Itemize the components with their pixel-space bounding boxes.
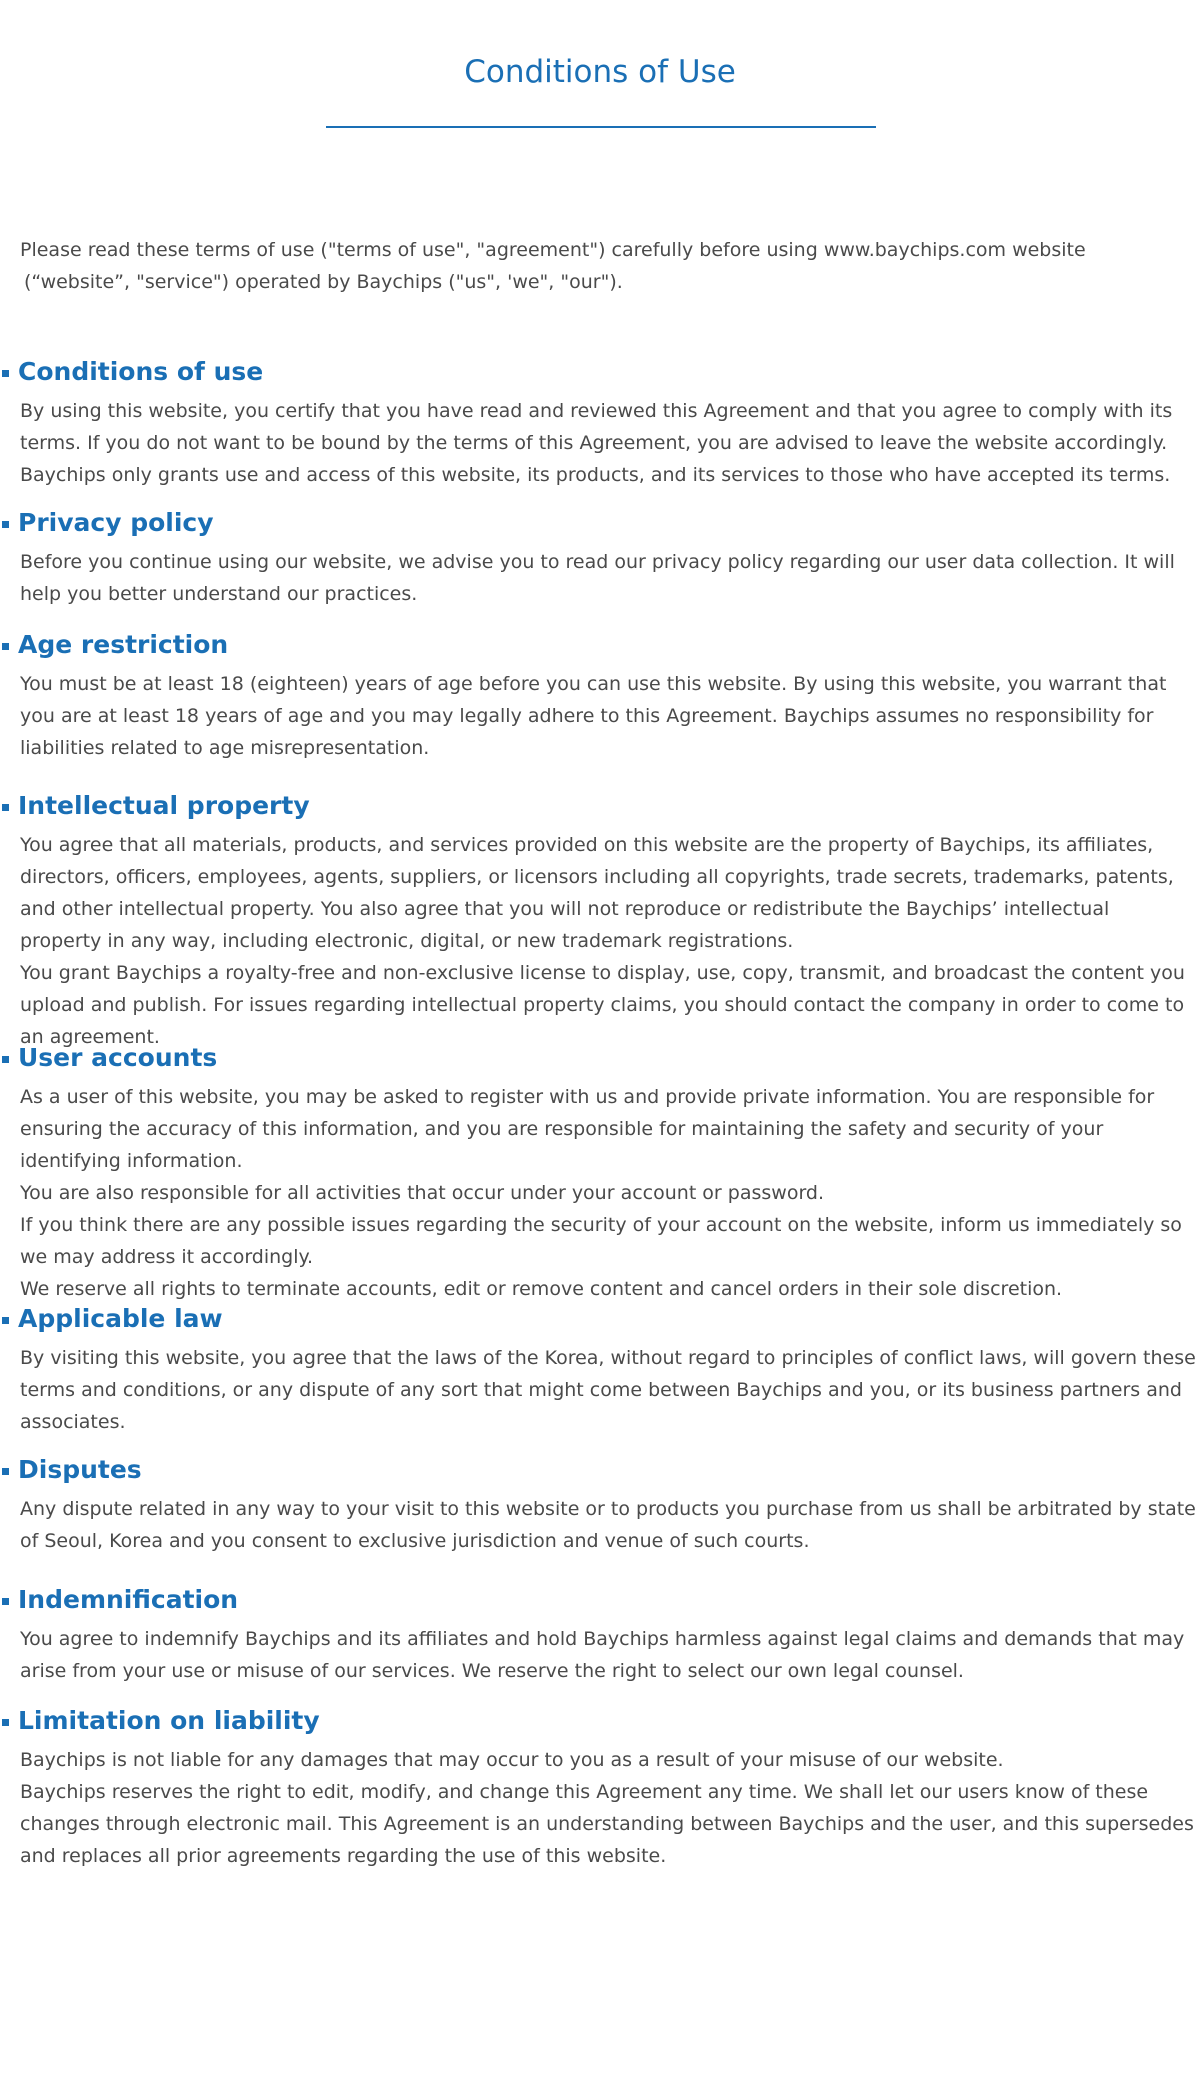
- section-user-accounts: [0, 1041, 1200, 1305]
- intro-text: [20, 234, 1180, 298]
- section-heading-text: Indemnification: [18, 1585, 239, 1614]
- section-disputes: [0, 1453, 1200, 1557]
- section-body: [0, 1081, 1200, 1305]
- section-heading: [0, 789, 1200, 823]
- intro-line-1: Please read these terms of use ("terms of use", "agreement") carefully before using www.baychips.com website: [20, 239, 1086, 261]
- section-heading-text: Privacy policy: [18, 508, 214, 537]
- section-paragraph: Before you continue using our website, we advise you to read our privacy policy regarding our user data collection. It will help you better understand our practices.: [20, 551, 1175, 605]
- square-bullet-icon: [2, 804, 9, 811]
- square-bullet-icon: [2, 1598, 9, 1605]
- section-paragraph: You agree to indemnify Baychips and its affiliates and hold Baychips harmless against legal claims and demands that may arise from your use or misuse of our services. We reserve the right to select our own legal counsel.: [20, 1628, 1185, 1682]
- section-paragraph: By visiting this website, you agree that the laws of the Korea, without regard to principles of conflict laws, will govern these terms and conditions, or any dispute of any sort that might come between Baychips and you, or its business partners and associates.: [20, 1347, 1196, 1433]
- section-heading-text: Applicable law: [18, 1304, 223, 1333]
- section-paragraph: If you think there are any possible issues regarding the security of your account on the website, inform us immediately so we may address it accordingly.: [20, 1214, 1182, 1268]
- section-paragraph: You are also responsible for all activities that occur under your account or password.: [20, 1182, 825, 1204]
- square-bullet-icon: [2, 1317, 9, 1324]
- section-intellectual-property: [0, 789, 1200, 1053]
- section-body: [0, 395, 1200, 491]
- section-paragraph: We reserve all rights to terminate accounts, edit or remove content and cancel orders in their sole discretion.: [20, 1278, 1063, 1300]
- section-body: [0, 1342, 1200, 1438]
- section-body: [0, 546, 1200, 610]
- section-heading-text: Intellectual property: [18, 791, 310, 820]
- intro-line-2: (“website”, "service") operated by Baychips ("us", 'we", "our").: [24, 271, 623, 293]
- square-bullet-icon: [2, 370, 9, 377]
- section-heading: [0, 628, 1200, 662]
- section-indemnification: [0, 1583, 1200, 1687]
- section-heading: [0, 1453, 1200, 1487]
- section-heading-text: User accounts: [18, 1043, 218, 1072]
- square-bullet-icon: [2, 1719, 9, 1726]
- section-applicable-law: [0, 1302, 1200, 1438]
- section-body: [0, 668, 1200, 764]
- section-body: [0, 1493, 1200, 1557]
- section-age-restriction: [0, 628, 1200, 764]
- section-paragraph: Any dispute related in any way to your visit to this website or to products you purchase from us shall be arbitrated by state of Seoul, Korea and you consent to exclusive jurisdiction and venue of such courts.: [20, 1498, 1196, 1552]
- section-heading-text: Age restriction: [18, 630, 229, 659]
- section-heading: [0, 1302, 1200, 1336]
- square-bullet-icon: [2, 1056, 9, 1063]
- page-title: Conditions of Use: [464, 54, 736, 90]
- section-paragraph: Baychips is not liable for any damages that may occur to you as a result of your misuse of our website.: [20, 1749, 1004, 1771]
- section-heading: [0, 506, 1200, 540]
- section-body: [0, 1623, 1200, 1687]
- section-heading-text: Disputes: [18, 1455, 142, 1484]
- section-heading: [0, 355, 1200, 389]
- section-body: [0, 829, 1200, 1053]
- section-privacy-policy: [0, 506, 1200, 610]
- square-bullet-icon: [2, 1468, 9, 1475]
- square-bullet-icon: [2, 521, 9, 528]
- section-paragraph: Baychips reserves the right to edit, modify, and change this Agreement any time. We shall let our users know of these changes through electronic mail. This Agreement is an understanding between Baychips and the user, and this supersedes and replaces all prior agreements regarding the use of this website.: [20, 1781, 1194, 1867]
- section-heading: [0, 1583, 1200, 1617]
- section-paragraph: As a user of this website, you may be asked to register with us and provide private information. You are responsible for ensuring the accuracy of this information, and you are responsible for maintaining the safety and security of your identifying information.: [20, 1086, 1155, 1172]
- section-limitation-on-liability: [0, 1704, 1200, 1872]
- section-conditions-of-use: [0, 355, 1200, 491]
- section-paragraph: By using this website, you certify that you have read and reviewed this Agreement and that you agree to comply with its terms. If you do not want to be bound by the terms of this Agreement, you are advised to leave the website accordingly. Baychips only grants use and access of this website, its products, and its services to those who have accepted its terms.: [20, 400, 1173, 486]
- section-paragraph: You grant Baychips a royalty-free and non-exclusive license to display, use, copy, transmit, and broadcast the content you upload and publish. For issues regarding intellectual property claims, you should contact the company in order to come to an agreement.: [20, 962, 1185, 1048]
- section-heading-text: Conditions of use: [18, 357, 264, 386]
- section-heading: [0, 1704, 1200, 1738]
- section-body: [0, 1744, 1200, 1872]
- title-underline: [326, 126, 876, 128]
- section-heading-text: Limitation on liability: [18, 1706, 320, 1735]
- square-bullet-icon: [2, 643, 9, 650]
- section-heading: [0, 1041, 1200, 1075]
- section-paragraph: You agree that all materials, products, and services provided on this website are the property of Baychips, its affiliates, directors, officers, employees, agents, suppliers, or licensors including all copyrights, trade secrets, trademarks, patents, and other intellectual property. You also agree that you will not reproduce or redistribute the Baychips’ intellectual property in any way, including electronic, digital, or new trademark registrations.: [20, 834, 1174, 952]
- section-paragraph: You must be at least 18 (eighteen) years of age before you can use this website. By using this website, you warrant that you are at least 18 years of age and you may legally adhere to this Agreement. Baychips assumes no responsibility for liabilities related to age misrepresentation.: [20, 673, 1167, 759]
